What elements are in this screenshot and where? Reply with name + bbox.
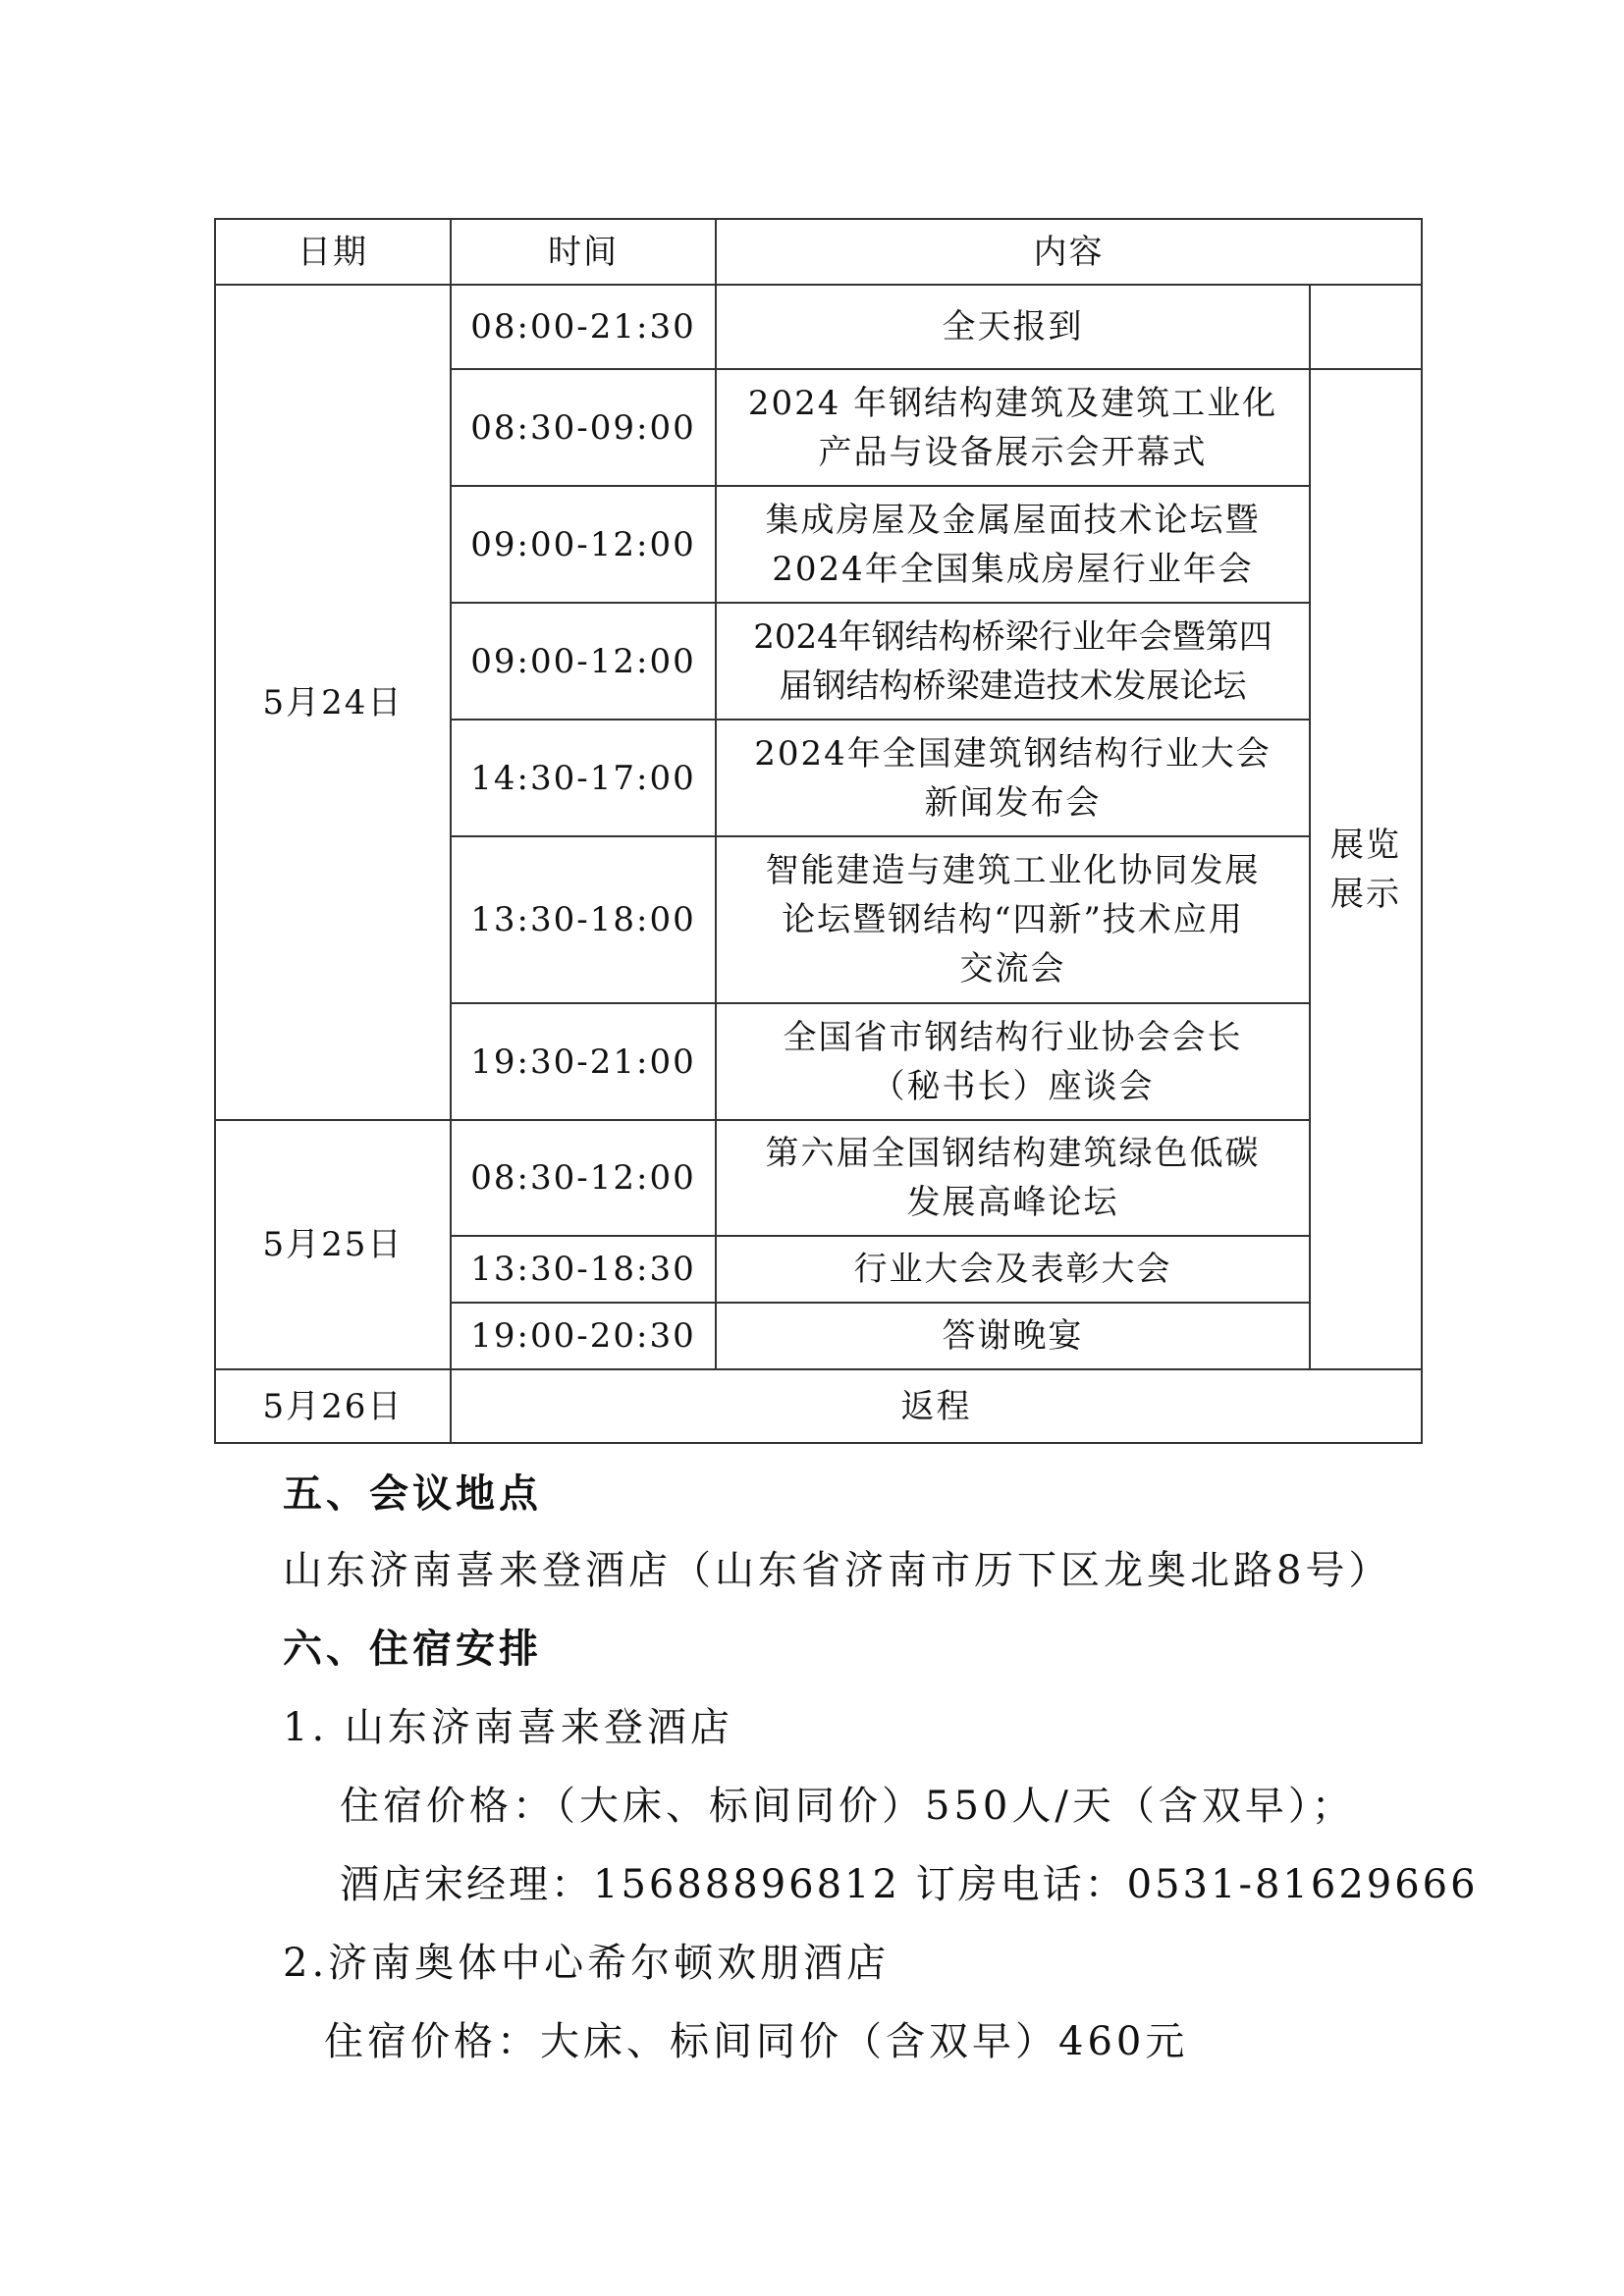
time-cell: 09:00-12:00: [451, 603, 716, 720]
header-date: 日期: [215, 219, 451, 285]
time-cell: 13:30-18:00: [451, 836, 716, 1003]
section-6-heading: 六、住宿安排: [283, 1627, 542, 1672]
content-cell: 全国省市钢结构行业协会会长 （秘书长）座谈会: [716, 1003, 1310, 1120]
hotel-2-price: 住宿价格：大床、标间同价（含双早）460元: [324, 2019, 1189, 2064]
content-cell: 返程: [451, 1369, 1422, 1443]
content-cell: 2024年钢结构桥梁行业年会暨第四 届钢结构桥梁建造技术发展论坛: [716, 603, 1310, 720]
hotel-2-name: 2.济南奥体中心希尔顿欢朋酒店: [283, 1941, 891, 1986]
content-cell: 行业大会及表彰大会: [716, 1236, 1310, 1303]
time-cell: 13:30-18:30: [451, 1236, 716, 1303]
content-cell: 答谢晚宴: [716, 1303, 1310, 1369]
table-row: [215, 1369, 1422, 1443]
hotel-1-price: 住宿价格：（大床、标间同价）550人/天（含双早）；: [340, 1784, 1355, 1829]
hotel-1-contact: 酒店宋经理：15688896812 订房电话：0531-81629666: [340, 1862, 1479, 1907]
time-cell: 08:30-12:00: [451, 1120, 716, 1236]
time-cell: 09:00-12:00: [451, 486, 716, 603]
time-cell: 19:00-20:30: [451, 1303, 716, 1369]
table-row: [215, 1120, 1422, 1236]
section-5-heading: 五、会议地点: [283, 1471, 542, 1517]
content-cell: 第六届全国钢结构建筑绿色低碳 发展高峰论坛: [716, 1120, 1310, 1236]
header-time: 时间: [451, 219, 716, 285]
content-cell: 集成房屋及金属屋面技术论坛暨 2024年全国集成房屋行业年会: [716, 486, 1310, 603]
content-cell: 2024年全国建筑钢结构行业大会 新闻发布会: [716, 720, 1310, 836]
table-row: [215, 285, 1422, 369]
time-cell: 19:30-21:00: [451, 1003, 716, 1120]
empty-side-cell: [1310, 285, 1422, 369]
content-cell: 智能建造与建筑工业化协同发展 论坛暨钢结构“四新”技术应用 交流会: [716, 836, 1310, 1003]
hotel-1-name: 1. 山东济南喜来登酒店: [283, 1705, 733, 1750]
date-cell: 5月26日: [215, 1369, 451, 1443]
exhibition-cell: 展览 展示: [1310, 369, 1422, 1369]
date-cell: 5月24日: [215, 285, 451, 1120]
schedule-table: [214, 218, 1423, 1444]
time-cell: 14:30-17:00: [451, 720, 716, 836]
time-cell: 08:30-09:00: [451, 369, 716, 486]
date-cell: 5月25日: [215, 1120, 451, 1369]
time-cell: 08:00-21:30: [451, 285, 716, 369]
header-content: 内容: [716, 219, 1422, 285]
content-cell: 全天报到: [716, 285, 1310, 369]
table-header-row: [215, 219, 1422, 285]
venue-text: 山东济南喜来登酒店（山东省济南市历下区龙奥北路8号）: [283, 1548, 1392, 1593]
content-cell: 2024 年钢结构建筑及建筑工业化 产品与设备展示会开幕式: [716, 369, 1310, 486]
